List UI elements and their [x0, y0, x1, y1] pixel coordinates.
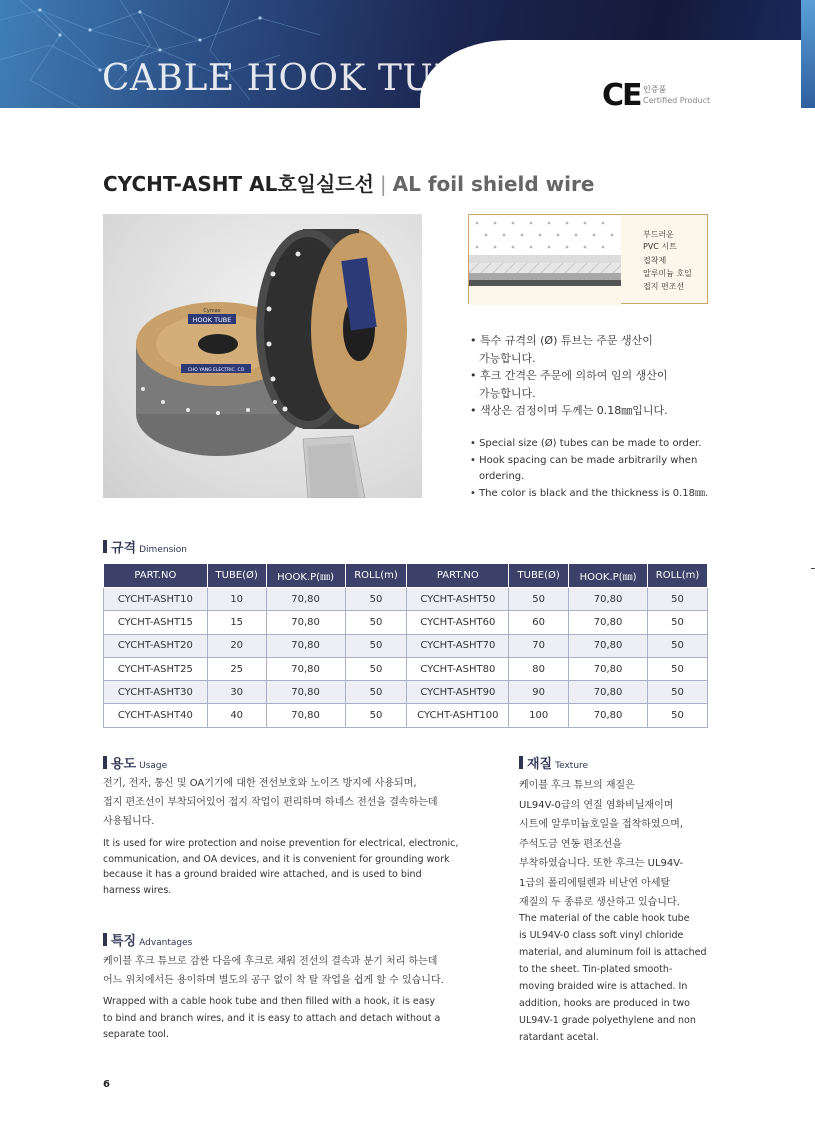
- table-cell: 70,80: [569, 611, 648, 634]
- table-cell: 50: [648, 681, 708, 704]
- section-head-dimension: 규격 Dimension: [103, 537, 187, 556]
- section-bar: [103, 540, 107, 553]
- usage-text-ko: 전기, 전자, 통신 및 OA기기에 대한 전선보호와 노이즈 방지에 사용되며, 접지 편조선이 부착되어있어 접지 작업이 편리하며 하네스 전선을 결속하는데 사용됩니다.: [103, 778, 438, 827]
- header-banner: [0, 0, 815, 108]
- reel-brand: Cymax: [203, 308, 221, 314]
- reel-label: HOOK TUBE: [192, 316, 232, 324]
- table-cell: CYCHT-ASHT15: [104, 611, 208, 634]
- page-title: CABLE HOOK TUBE: [102, 58, 487, 99]
- product-title-sub: AL foil shield wire: [392, 172, 595, 196]
- table-row: [104, 704, 708, 727]
- advantages-text-ko: 케이블 후크 튜브로 감싼 다음에 후크로 채워 전선의 결속과 분기 처리 하는데 어느 위치에서든 용이하며 별도의 공구 없이 착 탈 작업을 쉽게 할 수 있습니다.: [103, 956, 444, 986]
- table-cell: 50: [345, 588, 407, 611]
- table-cell: 50: [345, 634, 407, 657]
- page-edge-strip: [801, 0, 815, 108]
- table-cell: CYCHT-ASHT60: [407, 611, 509, 634]
- table-cell: 15: [207, 611, 266, 634]
- bullet-item: • The color is black and the thickness is 0.18㎜.: [470, 487, 709, 499]
- column-header: TUBE(Ø): [509, 564, 569, 588]
- table-cell: CYCHT-ASHT20: [104, 634, 208, 657]
- bullet-item: • 색상은 검정이며 두께는 0.18㎜입니다.: [470, 404, 668, 417]
- section-bar: [103, 933, 107, 946]
- dimension-table: [103, 563, 708, 728]
- bullet-item: • Hook spacing can be made arbitrarily when ordering.: [470, 454, 698, 482]
- ce-mark: CE: [602, 78, 641, 113]
- table-cell: 80: [509, 657, 569, 680]
- table-row: [104, 634, 708, 657]
- section-bar: [103, 756, 107, 769]
- column-header: TUBE(Ø): [207, 564, 266, 588]
- layer-label-foil: 알루미늄 호일: [643, 269, 692, 278]
- table-cell: CYCHT-ASHT70: [407, 634, 509, 657]
- cert-label-ko: 인증품: [643, 85, 667, 94]
- table-cell: CYCHT-ASHT30: [104, 681, 208, 704]
- table-cell: 70,80: [266, 657, 345, 680]
- table-cell: 70,80: [266, 704, 345, 727]
- table-cell: 50: [648, 657, 708, 680]
- table-cell: CYCHT-ASHT25: [104, 657, 208, 680]
- section-head-texture: 재질 Texture: [519, 753, 588, 772]
- layer-label-pvc: PVC 시트: [643, 242, 677, 251]
- reel-maker: CHO YANG ELECTRIC. CO: [187, 368, 245, 373]
- feature-bullets-en: [470, 436, 710, 502]
- layer-label-adhesive: 접착제: [643, 256, 667, 265]
- table-cell: 50: [345, 657, 407, 680]
- feature-bullets-ko: [470, 332, 720, 420]
- table-cell: CYCHT-ASHT10: [104, 588, 208, 611]
- table-header-row: [104, 564, 708, 588]
- section-head-usage: 용도 Usage: [103, 753, 167, 772]
- table-cell: CYCHT-ASHT50: [407, 588, 509, 611]
- column-header: ROLL(m): [345, 564, 407, 588]
- table-cell: 70: [509, 634, 569, 657]
- table-cell: 40: [207, 704, 266, 727]
- cable-reel-illustration: [103, 214, 422, 498]
- bullet-item: • 후크 간격은 주문에 의하여 임의 생산이 가능합니다.: [470, 369, 668, 400]
- section-head-advantages: 특징 Advantages: [103, 930, 192, 949]
- table-cell: 70,80: [569, 681, 648, 704]
- column-header: HOOK.P(㎜): [569, 564, 648, 588]
- table-cell: CYCHT-ASHT40: [104, 704, 208, 727]
- table-row: [104, 611, 708, 634]
- table-cell: CYCHT-ASHT100: [407, 704, 509, 727]
- bullet-item: • 특수 규격의 (Ø) 튜브는 주문 생산이 가능합니다.: [470, 334, 653, 365]
- table-cell: CYCHT-ASHT80: [407, 657, 509, 680]
- table-cell: 50: [648, 611, 708, 634]
- table-cell: 50: [648, 588, 708, 611]
- product-title-main: CYCHT-ASHT AL호일실드선: [103, 172, 374, 196]
- table-cell: CYCHT-ASHT90: [407, 681, 509, 704]
- table-row: [104, 657, 708, 680]
- table-cell: 50: [345, 611, 407, 634]
- usage-text-en: It is used for wire protection and noise prevention for electrical, electronic, communication, and OA devices, and it is convenient for grounding work because it has a ground braided wire attached, and is used to bind harness wires.: [103, 838, 459, 896]
- table-cell: 30: [207, 681, 266, 704]
- section-bar: [519, 756, 523, 769]
- title-separator: |: [379, 172, 387, 196]
- table-cell: 70,80: [569, 704, 648, 727]
- layer-graphic: [469, 215, 621, 305]
- layer-label-ground: 접지 편조선: [643, 282, 685, 291]
- page-number: 6: [103, 1079, 110, 1090]
- texture-text-ko: 케이블 후크 튜브의 재질은 UL94V-0급의 연질 염화비닐재이며 시트에 알루미늄호일을 접착하였으며, 주석도금 연동 편조선을 부착하였습니다. 또한 후크는 UL94V- 1급의 폴리에틸렌과 비난연 아세탈 재질의 두 종류로 생산하고 있습니다.: [519, 780, 684, 908]
- product-title: [103, 168, 594, 197]
- table-cell: 50: [345, 704, 407, 727]
- table-cell: 70,80: [569, 657, 648, 680]
- table-row: [104, 588, 708, 611]
- table-cell: 70,80: [569, 634, 648, 657]
- table-cell: 70,80: [266, 634, 345, 657]
- side-tick: [811, 568, 815, 569]
- table-cell: 70,80: [266, 681, 345, 704]
- table-cell: 25: [207, 657, 266, 680]
- layer-structure-diagram: [468, 214, 708, 304]
- layer-label-soft: 부드러운: [643, 230, 674, 239]
- cert-label-en: Certified Product: [643, 96, 711, 105]
- table-cell: 100: [509, 704, 569, 727]
- table-cell: 50: [648, 704, 708, 727]
- table-cell: 70,80: [266, 611, 345, 634]
- bullet-item: • Special size (Ø) tubes can be made to order.: [470, 438, 702, 449]
- advantages-text-en: Wrapped with a cable hook tube and then filled with a hook, it is easy to bind and branch wires, and it is easy to attach and detach without a separate tool.: [103, 996, 441, 1040]
- table-cell: 20: [207, 634, 266, 657]
- table-cell: 50: [509, 588, 569, 611]
- table-cell: 60: [509, 611, 569, 634]
- column-header: PART.NO: [104, 564, 208, 588]
- column-header: PART.NO: [407, 564, 509, 588]
- table-cell: 70,80: [266, 588, 345, 611]
- column-header: ROLL(m): [648, 564, 708, 588]
- table-cell: 70,80: [569, 588, 648, 611]
- table-cell: 90: [509, 681, 569, 704]
- table-cell: 10: [207, 588, 266, 611]
- table-cell: 50: [345, 681, 407, 704]
- column-header: HOOK.P(㎜): [266, 564, 345, 588]
- table-row: [104, 681, 708, 704]
- table-cell: 50: [648, 634, 708, 657]
- product-photo: [103, 214, 422, 498]
- texture-text-en: The material of the cable hook tube is UL94V-0 class soft vinyl chloride material, and aluminum foil is attached to the sheet. Tin-plated smooth- moving braided wire is attached. In addition, hooks are produced in two UL94V-1 grade polyethylene and non ratardant acetal.: [519, 913, 707, 1043]
